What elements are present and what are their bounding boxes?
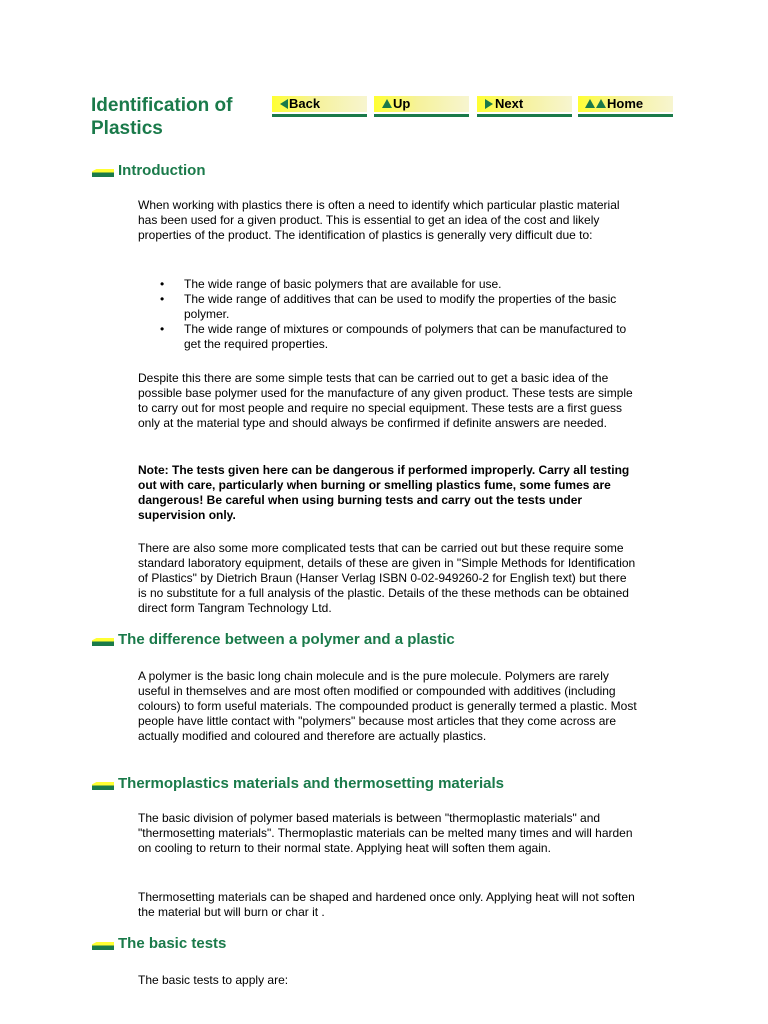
back-button[interactable] <box>272 96 367 118</box>
section-heading-introduction <box>92 162 205 182</box>
section-heading-label: The difference between a polymer and a plastic <box>118 631 455 648</box>
intro-bullet-list <box>138 277 638 352</box>
list-item: • The wide range of additives that can be used to modify the properties of the basic polymer. <box>138 292 638 322</box>
intro-paragraph-1: When working with plastics there is often a need to identify which particular plastic material has been used for a given product. This is essential to get an idea of the cost and likely properties of the product. The identification of plastics is generally very difficult due to: <box>138 198 620 242</box>
thermo-paragraph-2: Thermosetting materials can be shaped and hardened once only. Applying heat will not soften the material but will burn or char it . <box>138 890 635 919</box>
home-button-label: Home <box>607 96 644 111</box>
section-heading-label: Thermoplastics materials and thermosetting materials <box>118 775 504 792</box>
back-button-label: Back <box>289 96 321 111</box>
pencil-icon <box>92 782 114 790</box>
section-heading-thermo <box>92 775 504 795</box>
list-item: • The wide range of basic polymers that are available for use. <box>138 277 638 292</box>
home-button[interactable] <box>578 96 673 118</box>
list-item: • The wide range of mixtures or compounds of polymers that can be manufactured to get the required properties. <box>138 322 638 352</box>
arrow-up-icon <box>596 99 606 108</box>
next-button[interactable] <box>477 96 572 118</box>
page-title: Identification of Plastics <box>91 95 233 139</box>
pencil-icon <box>92 638 114 646</box>
safety-note: Note: The tests given here can be dangerous if performed improperly. Carry all testing out with care, particularly when burning or smelling plastics fume, some fumes are dangerous! Be careful when using burning tests and carry out the tests under supervision only. <box>138 463 630 522</box>
arrow-left-icon <box>280 99 288 109</box>
arrow-up-icon <box>382 99 392 108</box>
intro-paragraph-3: There are also some more complicated tests that can be carried out but these require some standard laboratory equipment, details of these are given in "Simple Methods for Identification of Plastics" by Dietrich Braun (Hanser Verlag ISBN 0-02-949260-2 for English text) but there is no substitute for a full analysis of the plastic. Details of the these methods can be obtained direct form Tangram Technology Ltd. <box>138 541 636 615</box>
next-button-label: Next <box>495 96 524 111</box>
pencil-icon <box>92 942 114 950</box>
arrow-up-icon <box>585 99 595 108</box>
basic-tests-paragraph: The basic tests to apply are: <box>138 973 289 987</box>
intro-paragraph-2: Despite this there are some simple tests that can be carried out to get a basic idea of the possible base polymer used for the manufacture of any given product. These tests are simple to carry out for most people and require no special equipment. These tests are a first guess only at the material type and should always be confirmed if definite answers are needed. <box>138 371 633 430</box>
arrow-right-icon <box>485 99 493 109</box>
section-heading-label: The basic tests <box>118 935 227 952</box>
up-button-label: Up <box>393 96 411 111</box>
thermo-paragraph-1: The basic division of polymer based materials is between "thermoplastic materials" and "thermosetting materials". Thermoplastic materials can be melted many times and will harden on cooling to return to their normal state. Applying heat will soften them again. <box>138 811 633 855</box>
section-heading-basic-tests <box>92 935 226 955</box>
up-button[interactable] <box>374 96 469 118</box>
difference-paragraph: A polymer is the basic long chain molecule and is the pure molecule. Polymers are rarely useful in themselves and are most often modified or compounded with additives (including colours) to form useful materials. The compounded product is generally termed a plastic. Most people have little contact with "polymers" because most articles that they come across are actually modified and coloured and therefore are actually plastics. <box>138 669 637 743</box>
section-heading-difference <box>92 631 455 651</box>
pencil-icon <box>92 169 114 177</box>
section-heading-label: Introduction <box>118 162 206 179</box>
